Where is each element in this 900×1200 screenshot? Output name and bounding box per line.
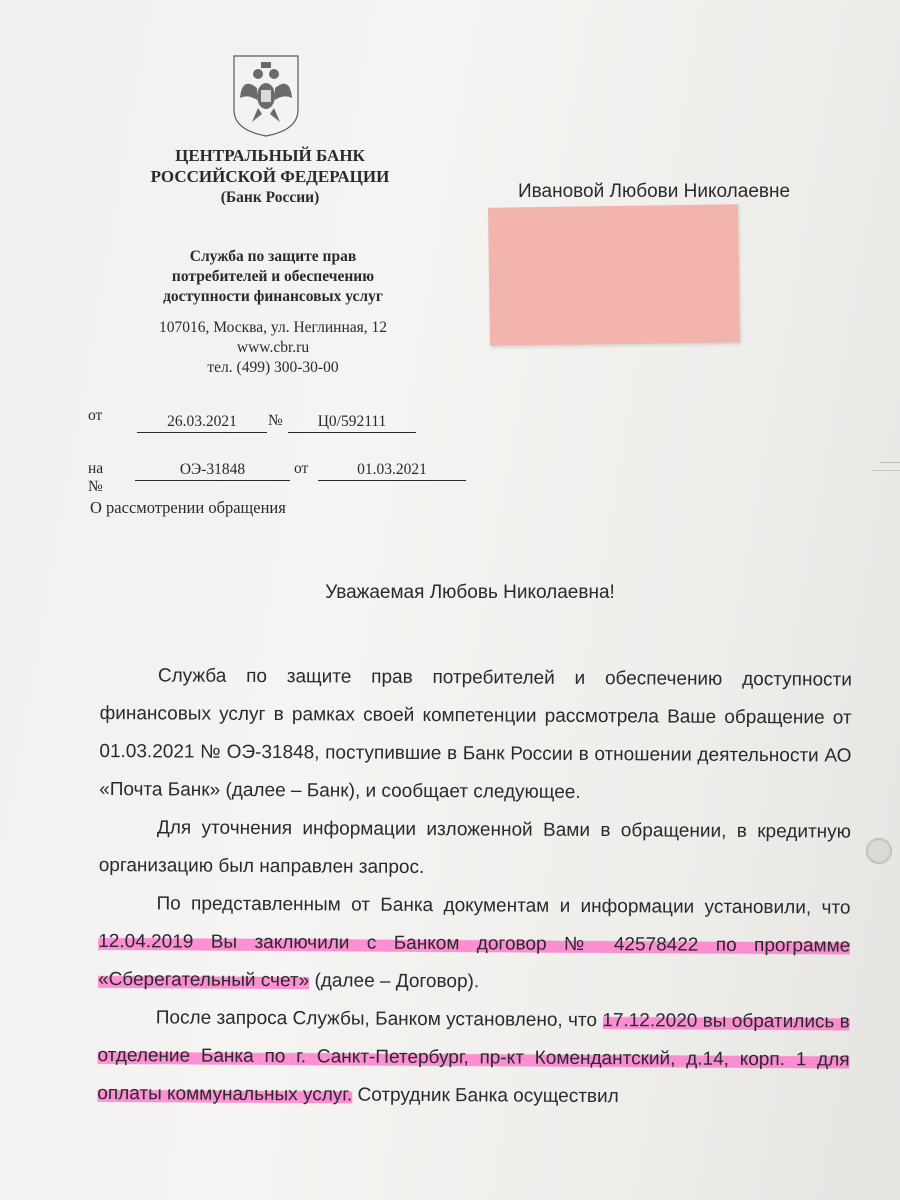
number-label: № xyxy=(268,412,283,429)
letter-date: 26.03.2021 xyxy=(137,412,267,433)
website-line: www.cbr.ru xyxy=(236,339,310,356)
punch-hole xyxy=(866,838,892,864)
address-line: 107016, Москва, ул. Неглинная, 12 xyxy=(158,319,387,336)
phone-line: тел. (499) 300-30-00 xyxy=(207,359,339,376)
page-edge-mark xyxy=(872,470,900,471)
body-text: (далее – Договор). xyxy=(309,970,480,993)
letter-body xyxy=(97,657,852,1118)
ref-from-label: от xyxy=(294,460,309,477)
salutation: Уважаемая Любовь Николаевна! xyxy=(325,582,615,603)
bank-name-line: ЦЕНТРАЛЬНЫЙ БАНК xyxy=(175,146,365,165)
subject-line: О рассмотрении обращения xyxy=(90,498,286,517)
body-text: Сотрудник Банка осуществил xyxy=(352,1084,619,1108)
reference-number: ОЭ-31848 xyxy=(135,460,290,481)
body-paragraph xyxy=(97,999,850,1118)
contact-address xyxy=(128,318,418,378)
body-paragraph: Служба по защите прав потребителей и обеспечению доступности финансовых услуг в рамках своей компетенции рассмотрела Ваше обращение от 01.03.2021 № ОЭ-31848, поступившие в Банк России в отношении деятельности АО «Почта Банк» (далее – Банк), и сообщает следующее. xyxy=(99,665,852,803)
reference-date: 01.03.2021 xyxy=(318,460,466,481)
service-name-line: Служба по защите прав xyxy=(189,248,357,265)
bank-name xyxy=(130,145,410,208)
body-text: После запроса Службы, Банком установлено, что xyxy=(155,1007,603,1032)
highlighted-text: 12.04.2019 Вы заключили с Банком договор № 42578422 по программе «Сберегательный счет» xyxy=(97,930,851,992)
service-name xyxy=(128,247,418,307)
redaction-sticky-note xyxy=(488,204,740,345)
page-edge-mark xyxy=(880,462,900,463)
double-headed-eagle-emblem-icon xyxy=(228,50,304,138)
service-name-line: доступности финансовых услуг xyxy=(163,288,383,305)
body-paragraph: Для уточнения информации изложенной Вами в обращении, в кредитную организацию был направлен запрос. xyxy=(98,817,852,878)
bank-name-line: (Банк России) xyxy=(220,189,320,206)
from-label: от xyxy=(88,407,103,424)
recipient-name: Ивановой Любови Николаевне xyxy=(518,181,791,202)
ref-label: на № xyxy=(88,460,104,495)
letter-number: Ц0/592111 xyxy=(288,412,416,433)
highlighted-text: 17.12.2020 вы обратились в отделение Банка по г. Санкт-Петербург, пр-кт Комендантский, д.14, корп. 1 для оплаты коммунальных услуг. xyxy=(97,1010,850,1106)
service-name-line: потребителей и обеспечению xyxy=(171,268,375,285)
bank-name-line: РОССИЙСКОЙ ФЕДЕРАЦИИ xyxy=(150,167,390,186)
body-paragraph xyxy=(98,885,851,1004)
body-text: По представленным от Банка документам и информации установили, что xyxy=(156,893,851,919)
